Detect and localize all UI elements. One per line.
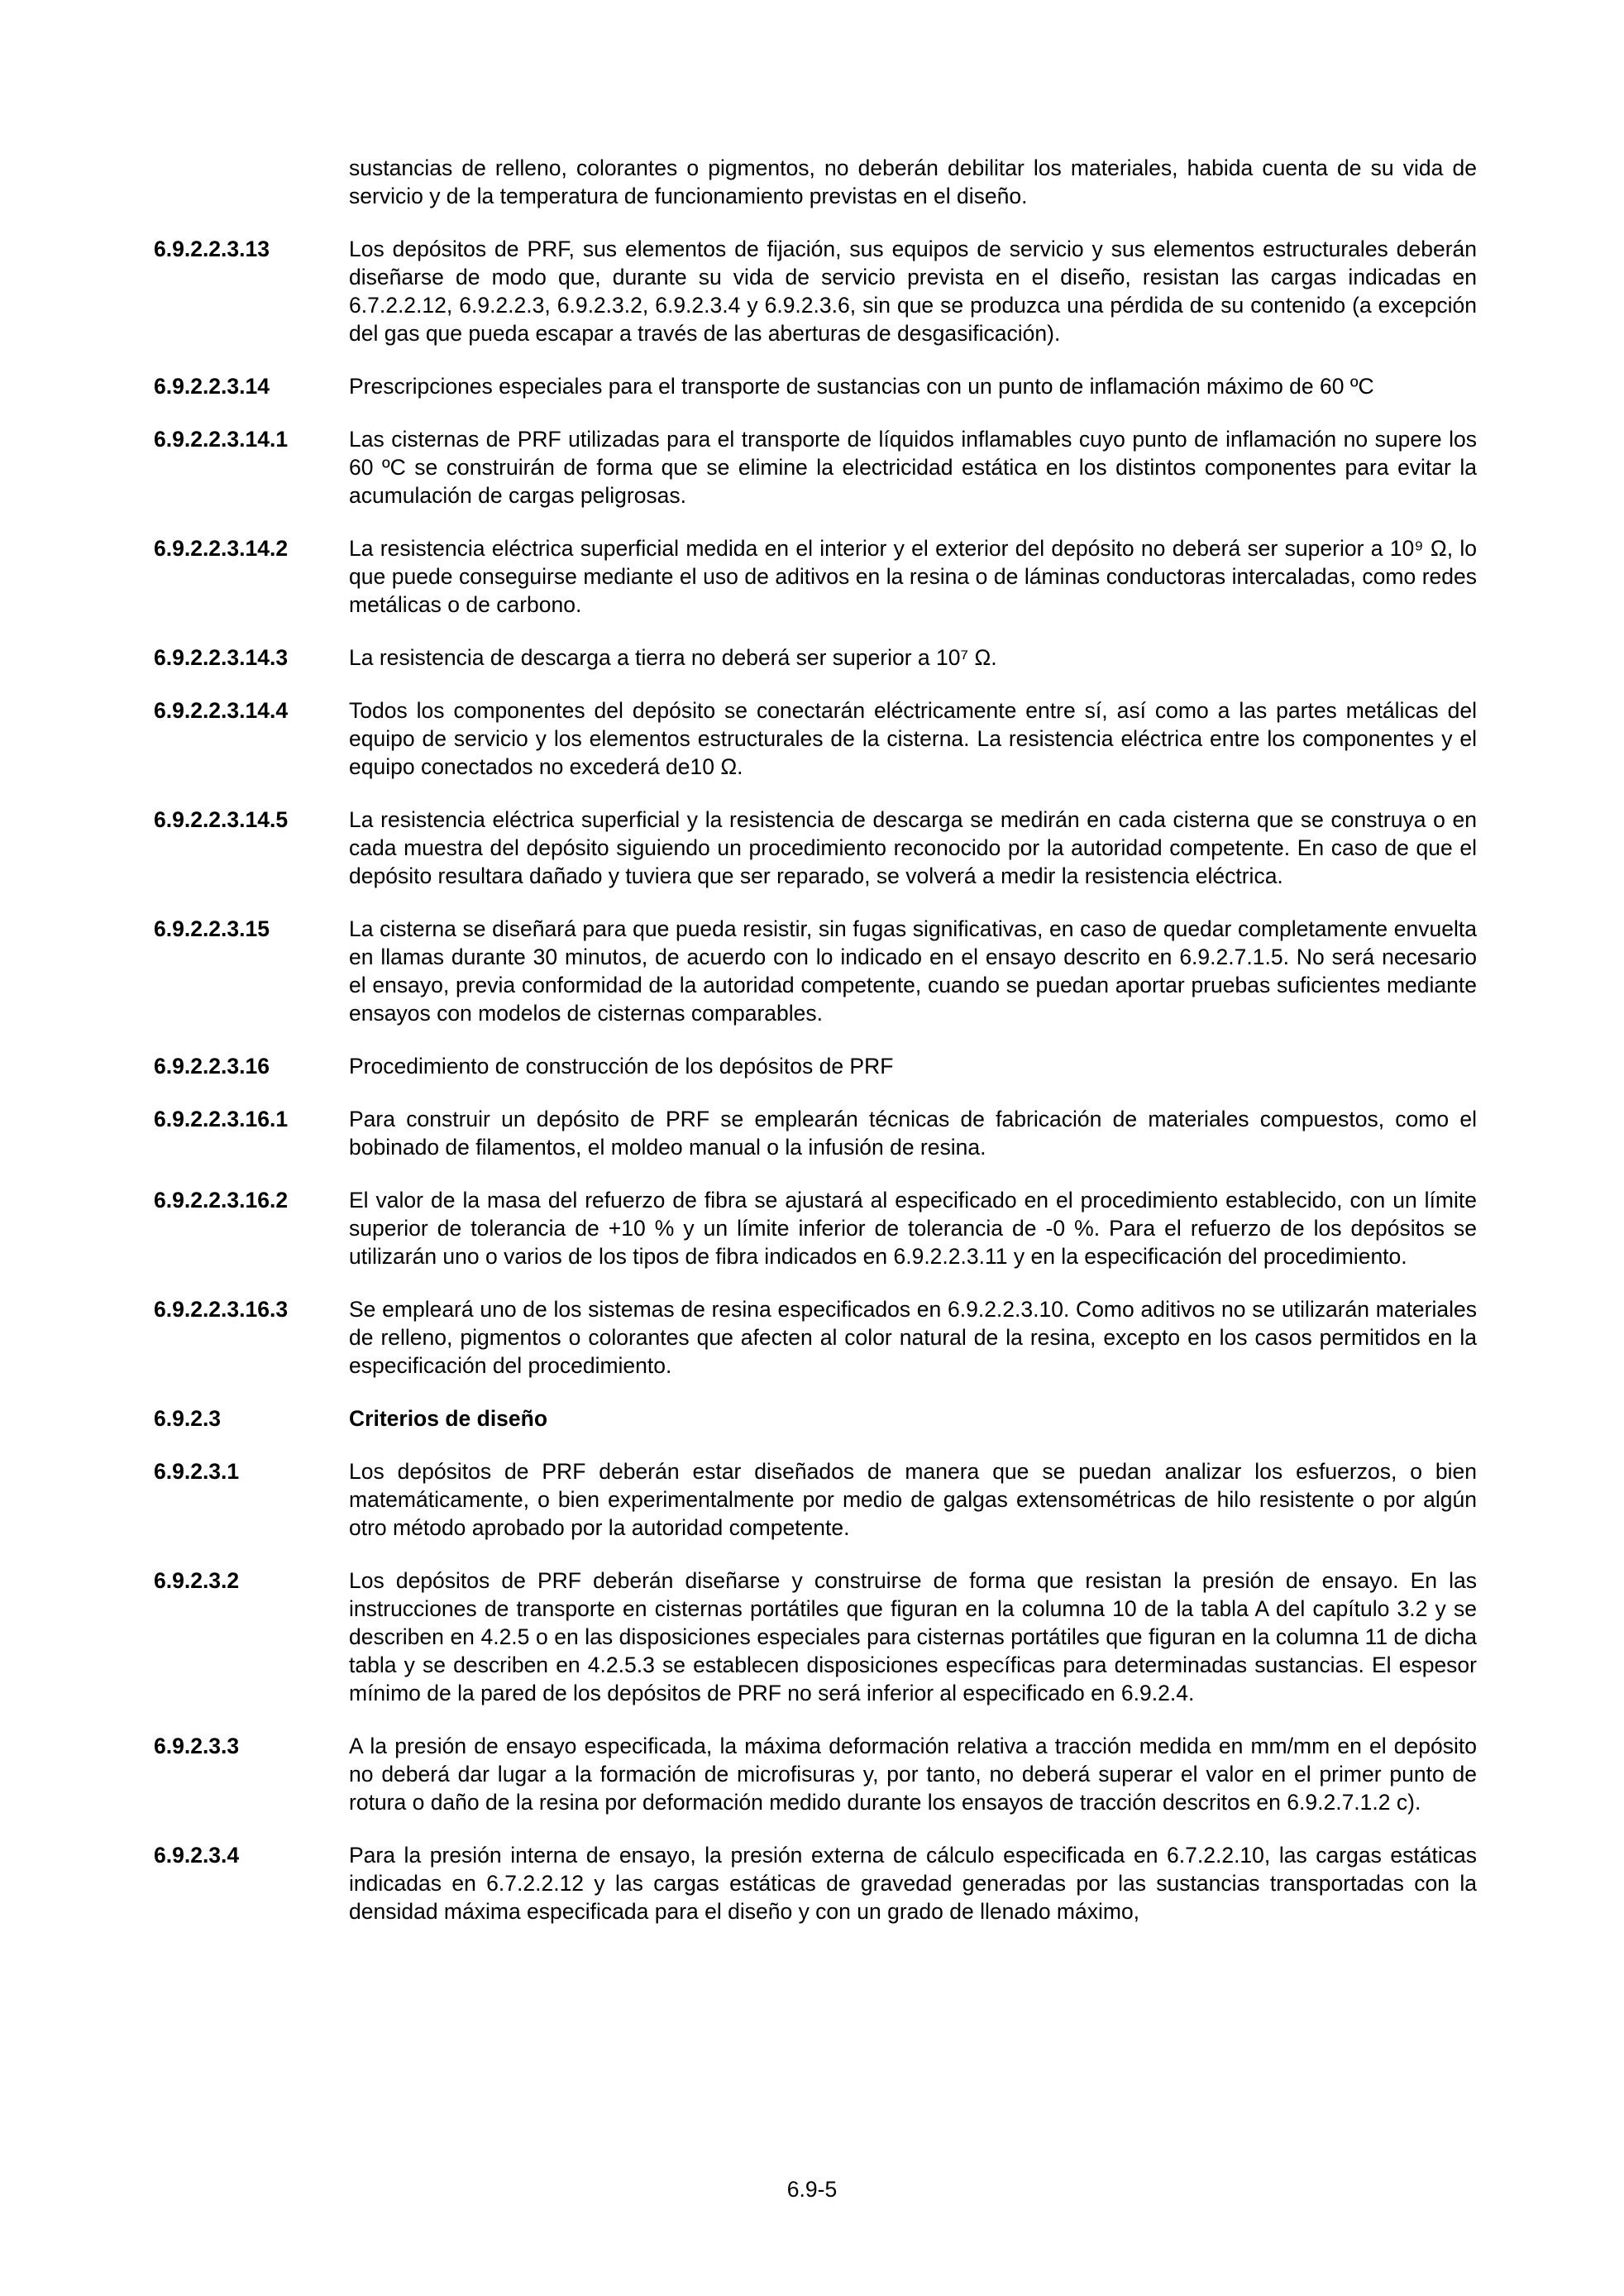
clause-number: 6.9.2.2.3.16 <box>154 1054 270 1079</box>
clause-entry <box>154 1186 1477 1270</box>
clause-entry <box>154 1732 1477 1816</box>
clause-text: Se empleará uno de los sistemas de resina especificados en 6.9.2.2.3.10. Como aditivos no se utilizarán materiales de relleno, pigmentos o colorantes que afecten al color natural de la resina, excepto en los casos permitidos en la especificación del procedimiento. <box>349 1297 1477 1378</box>
clause-number: 6.9.2.2.3.14.1 <box>154 427 289 452</box>
clause-entry <box>154 806 1477 890</box>
clause-entry <box>154 235 1477 347</box>
clause-entry <box>154 1052 1477 1080</box>
clause-text: La cisterna se diseñará para que pueda resistir, sin fugas significativas, en caso de quedar completamente envuelta en llamas durante 30 minutos, de acuerdo con lo indicado en el ensayo descrito en 6.9.2.7.1.5. No será necesario el ensayo, previa conformidad de la autoridad competente, cuando se puedan aportar pruebas suficientes mediante ensayos con modelos de cisternas comparables. <box>349 916 1477 1026</box>
clause-text: Todos los componentes del depósito se conectarán eléctricamente entre sí, así como a las partes metálicas del equipo de servicio y los elementos estructurales de la cisterna. La resistencia eléctrica entre los componentes y el equipo conectados no excederá de10 Ω. <box>349 698 1477 779</box>
clause-text: Las cisternas de PRF utilizadas para el transporte de líquidos inflamables cuyo punto de inflamación no supere los 60 ºC se construirán de forma que se elimine la electricidad estática en los distintos componentes para evitar la acumulación de cargas peligrosas. <box>349 427 1477 508</box>
clause-text: Para construir un depósito de PRF se emplearán técnicas de fabricación de materiales compuestos, como el bobinado de filamentos, el moldeo manual o la infusión de resina. <box>349 1107 1477 1160</box>
clause-text: La resistencia de descarga a tierra no deberá ser superior a 10⁷ Ω. <box>349 645 997 670</box>
clause-number: 6.9.2.2.3.14.3 <box>154 645 289 670</box>
clause-number: 6.9.2.2.3.14.5 <box>154 807 289 832</box>
clause-text: La resistencia eléctrica superficial y la resistencia de descarga se medirán en cada cisterna que se construya o en cada muestra del depósito siguiendo un procedimiento reconocido por la autoridad competente. En caso de que el depósito resultara dañado y tuviera que ser reparado, se volverá a medir la resistencia eléctrica. <box>349 807 1477 888</box>
clause-number: 6.9.2.3.3 <box>154 1734 240 1758</box>
clause-entry <box>154 1404 1477 1433</box>
clause-number: 6.9.2.2.3.14.4 <box>154 698 289 723</box>
clause-text: Prescripciones especiales para el transporte de sustancias con un punto de inflamación máximo de 60 ºC <box>349 374 1374 399</box>
clause-text: Los depósitos de PRF deberán estar diseñados de manera que se puedan analizar los esfuerzos, o bien matemáticamente, o bien experimentalmente por medio de galgas extensométricas de hilo resistente o por algún otro método aprobado por la autoridad competente. <box>349 1459 1477 1540</box>
clause-number: 6.9.2.3.2 <box>154 1568 240 1593</box>
clause-text: Para la presión interna de ensayo, la presión externa de cálculo especificada en 6.7.2.2.10, las cargas estáticas indicadas en 6.7.2.2.12 y las cargas estáticas de gravedad generadas por las sustancias transportadas con la densidad máxima especificada para el diseño y con un grado de llenado máximo, <box>349 1843 1477 1924</box>
clause-number: 6.9.2.2.3.14.2 <box>154 536 289 561</box>
clause-entry <box>154 1567 1477 1707</box>
entries-list <box>154 235 1477 1925</box>
clause-entry <box>154 643 1477 672</box>
clause-entry <box>154 1105 1477 1161</box>
clause-entry <box>154 1295 1477 1380</box>
clause-entry <box>154 1841 1477 1925</box>
clause-entry <box>154 372 1477 400</box>
clause-number: 6.9.2.2.3.16.3 <box>154 1297 289 1322</box>
clause-entry <box>154 915 1477 1027</box>
clause-text: Procedimiento de construcción de los depósitos de PRF <box>349 1054 894 1079</box>
clause-text: La resistencia eléctrica superficial medida en el interior y el exterior del depósito no deberá ser superior a 10⁹ Ω, lo que puede conseguirse mediante el uso de aditivos en la resina o de láminas conductoras intercaladas, como redes metálicas o de carbono. <box>349 536 1477 617</box>
clause-text: A la presión de ensayo especificada, la máxima deformación relativa a tracción medida en mm/mm en el depósito no deberá dar lugar a la formación de microfisuras y, por tanto, no deberá superar el valor en el primer punto de rotura o daño de la resina por deformación medido durante los ensayos de tracción descritos en 6.9.2.7.1.2 c). <box>349 1734 1477 1815</box>
clause-number: 6.9.2.2.3.15 <box>154 916 270 941</box>
clause-entry <box>154 425 1477 509</box>
clause-number: 6.9.2.2.3.16.2 <box>154 1188 289 1213</box>
clause-number: 6.9.2.3.4 <box>154 1843 240 1868</box>
clause-number: 6.9.2.3.1 <box>154 1459 240 1484</box>
clause-entry <box>154 696 1477 781</box>
clause-number: 6.9.2.2.3.14 <box>154 374 270 399</box>
clause-text: Los depósitos de PRF deberán diseñarse y construirse de forma que resistan la presión de ensayo. En las instrucciones de transporte en cisternas portátiles que figuran en la columna 10 de la tabla A del capítulo 3.2 y se describen en 4.2.5 o en las disposiciones especiales para cisternas portátiles que figuran en la columna 11 de dicha tabla y se describen en 4.2.5.3 se establecen disposiciones específicas para determinadas sustancias. El espesor mínimo de la pared de los depósitos de PRF no será inferior al especificado en 6.9.2.4. <box>349 1568 1477 1705</box>
clause-entry <box>154 1457 1477 1542</box>
clause-number: 6.9.2.2.3.16.1 <box>154 1107 289 1131</box>
page-number: 6.9-5 <box>786 2177 838 2202</box>
clause-number: 6.9.2.2.3.13 <box>154 237 270 261</box>
clause-text: El valor de la masa del refuerzo de fibra se ajustará al especificado en el procedimiento establecido, con un límite superior de tolerancia de +10 % y un límite inferior de tolerancia de -0 %. Para el refuerzo de los depósitos se utilizarán uno o varios de los tipos de fibra indicados en 6.9.2.2.3.11 y en la especificación del procedimiento. <box>349 1188 1477 1269</box>
clause-text: Los depósitos de PRF, sus elementos de fijación, sus equipos de servicio y sus elementos estructurales deberán diseñarse de modo que, durante su vida de servicio prevista en el diseño, resistan las cargas indicadas en 6.7.2.2.12, 6.9.2.2.3, 6.9.2.3.2, 6.9.2.3.4 y 6.9.2.3.6, sin que se produzca una pérdida de su contenido (a excepción del gas que pueda escapar a través de las aberturas de desgasificación). <box>349 237 1477 346</box>
section-heading: Criterios de diseño <box>349 1406 548 1431</box>
clause-number: 6.9.2.3 <box>154 1406 222 1431</box>
continuation-paragraph: sustancias de relleno, colorantes o pigmentos, no deberán debilitar los materiales, habida cuenta de su vida de servicio y de la temperatura de funcionamiento previstas en el diseño. <box>349 155 1477 208</box>
clause-entry <box>154 534 1477 619</box>
